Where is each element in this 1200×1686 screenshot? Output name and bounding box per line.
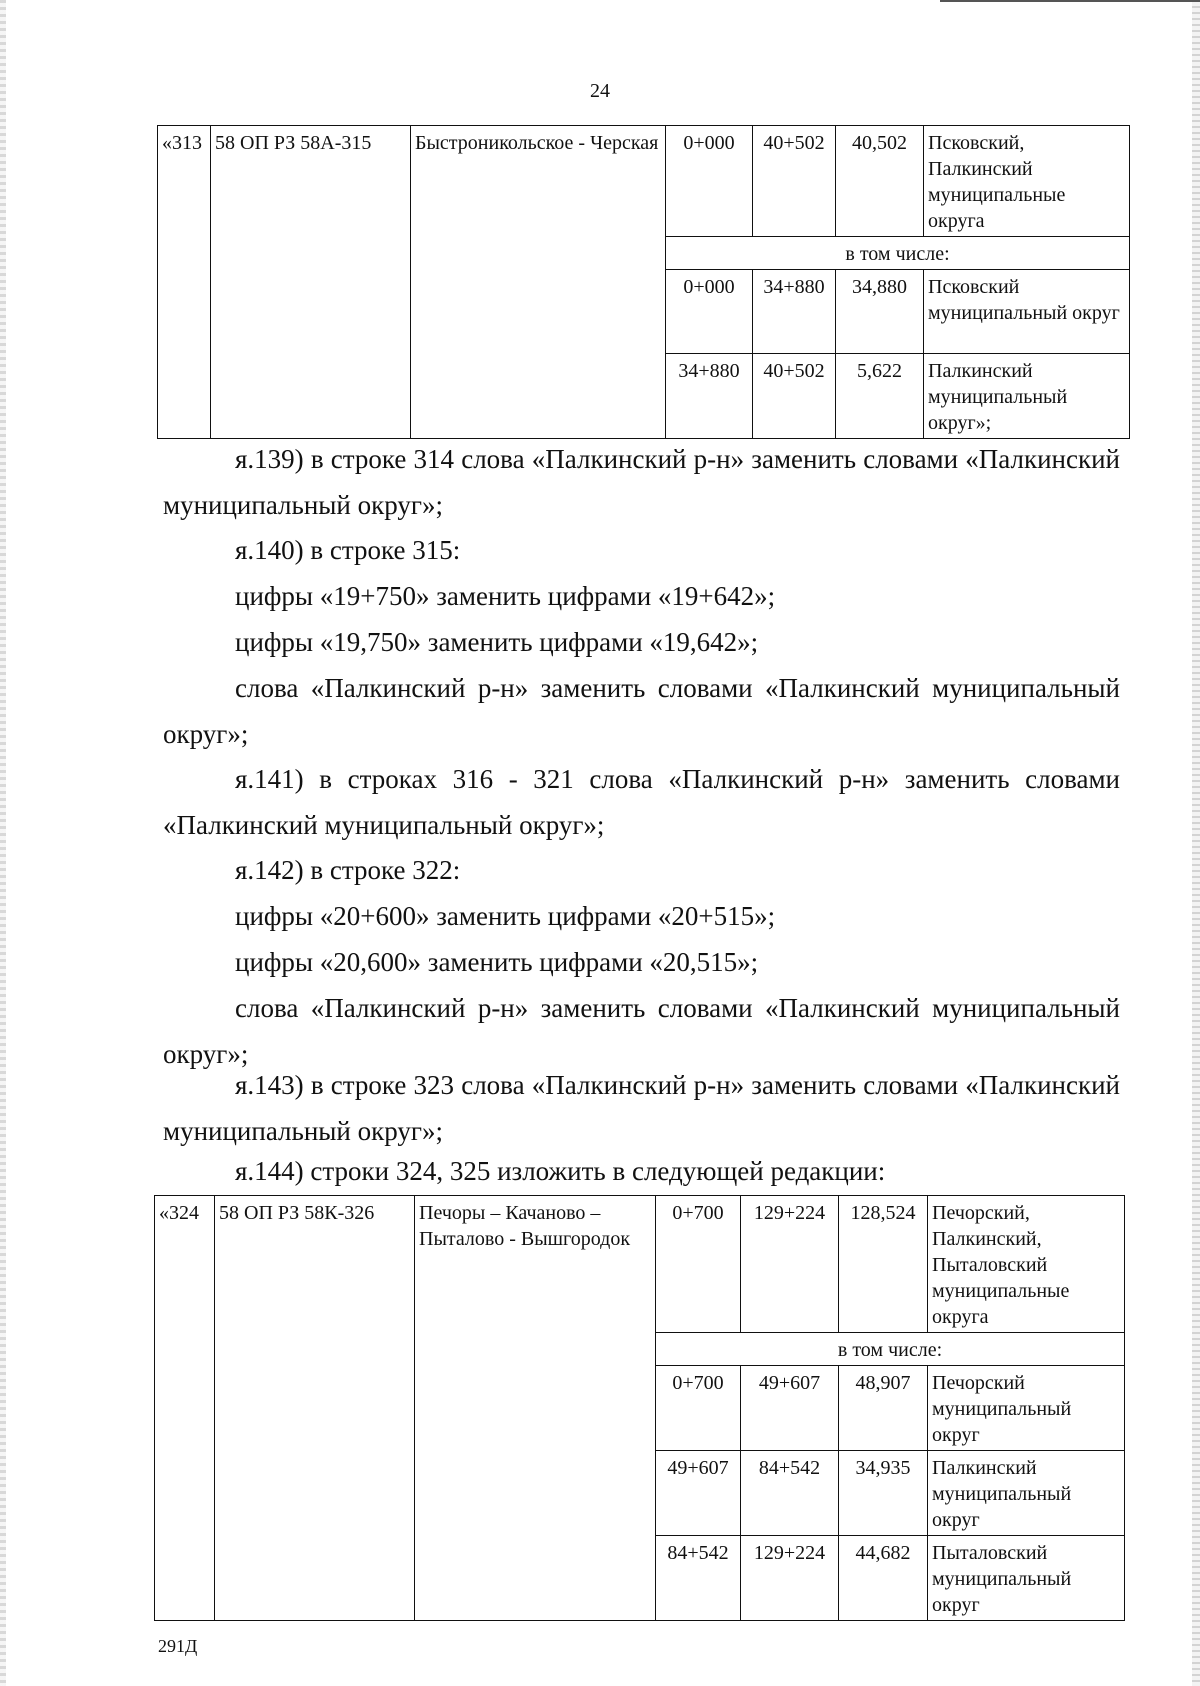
amendment-paragraph: цифры «19,750» заменить цифрами «19,642»; [235, 627, 759, 657]
district-cell: Псковский муниципальный округ [924, 270, 1130, 354]
start-km-cell: 0+700 [656, 1196, 741, 1333]
district-cell: Печорский, Палкинский, Пыталовский муниципальные округа [928, 1196, 1125, 1333]
table-row [155, 1196, 1125, 1333]
district-cell: Пыталовский муниципальный округ [928, 1536, 1125, 1621]
amendment-paragraph: цифры «20+600» заменить цифрами «20+515»; [235, 901, 776, 931]
length-cell: 128,524 [839, 1196, 928, 1333]
length-cell: 34,935 [839, 1451, 928, 1536]
length-cell: 34,880 [836, 270, 924, 354]
end-km-cell: 40+502 [753, 354, 836, 439]
end-km-cell: 129+224 [741, 1196, 839, 1333]
road-code-cell: 58 ОП РЗ 58А-315 [211, 126, 411, 439]
scan-edge-left [0, 0, 6, 1686]
road-table-324 [154, 1195, 1125, 1621]
road-code-cell: 58 ОП РЗ 58К-326 [215, 1196, 415, 1621]
end-km-cell: 84+542 [741, 1451, 839, 1536]
table-row [158, 126, 1130, 237]
including-label: в том числе: [656, 1333, 1125, 1366]
row-number-cell: «313 [158, 126, 211, 439]
amendment-paragraph: я.141) в строках 316 - 321 слова «Палкинский р-н» заменить словами «Палкинский муниципальный округ»; [163, 764, 1120, 840]
start-km-cell: 84+542 [656, 1536, 741, 1621]
district-cell: Печорский муниципальный округ [928, 1366, 1125, 1451]
end-km-cell: 129+224 [741, 1536, 839, 1621]
district-cell: Палкинский муниципальный округ [928, 1451, 1125, 1536]
amendment-paragraph: слова «Палкинский р-н» заменить словами «Палкинский муниципальный округ»; [163, 673, 1120, 749]
road-table-313 [157, 125, 1130, 439]
row-number-cell: «324 [155, 1196, 215, 1621]
header-rule [940, 0, 1200, 2]
start-km-cell: 49+607 [656, 1451, 741, 1536]
end-km-cell: 34+880 [753, 270, 836, 354]
document-code: 291Д [158, 1636, 198, 1656]
length-cell: 44,682 [839, 1536, 928, 1621]
amendment-paragraph: я.144) строки 324, 325 изложить в следующей редакции: [235, 1156, 886, 1186]
start-km-cell: 0+000 [666, 126, 753, 237]
road-name-cell: Печоры – Качаново – Пыталово - Вышгородок [415, 1196, 656, 1621]
amendment-paragraph: я.139) в строке 314 слова «Палкинский р-н» заменить словами «Палкинский муниципальный округ»; [163, 444, 1120, 520]
including-label: в том числе: [666, 237, 1130, 270]
start-km-cell: 0+700 [656, 1366, 741, 1451]
end-km-cell: 40+502 [753, 126, 836, 237]
start-km-cell: 34+880 [666, 354, 753, 439]
amendment-paragraph: слова «Палкинский р-н» заменить словами «Палкинский муниципальный округ»; [163, 993, 1120, 1069]
amendment-paragraph: цифры «19+750» заменить цифрами «19+642»; [235, 581, 776, 611]
road-name-cell: Быстроникольское - Черская [411, 126, 666, 439]
amendment-paragraph: цифры «20,600» заменить цифрами «20,515»; [235, 947, 759, 977]
length-cell: 48,907 [839, 1366, 928, 1451]
page-number: 24 [590, 80, 610, 102]
scan-edge-right [1192, 0, 1200, 1686]
end-km-cell: 49+607 [741, 1366, 839, 1451]
amendment-paragraph: я.142) в строке 322: [235, 855, 461, 885]
amendment-paragraph: я.140) в строке 315: [235, 535, 461, 565]
amendment-paragraph: я.143) в строке 323 слова «Палкинский р-н» заменить словами «Палкинский муниципальный округ»; [163, 1070, 1120, 1146]
district-cell: Палкинский муниципальный округ»; [924, 354, 1130, 439]
start-km-cell: 0+000 [666, 270, 753, 354]
length-cell: 40,502 [836, 126, 924, 237]
district-cell: Псковский, Палкинский муниципальные округа [924, 126, 1130, 237]
length-cell: 5,622 [836, 354, 924, 439]
